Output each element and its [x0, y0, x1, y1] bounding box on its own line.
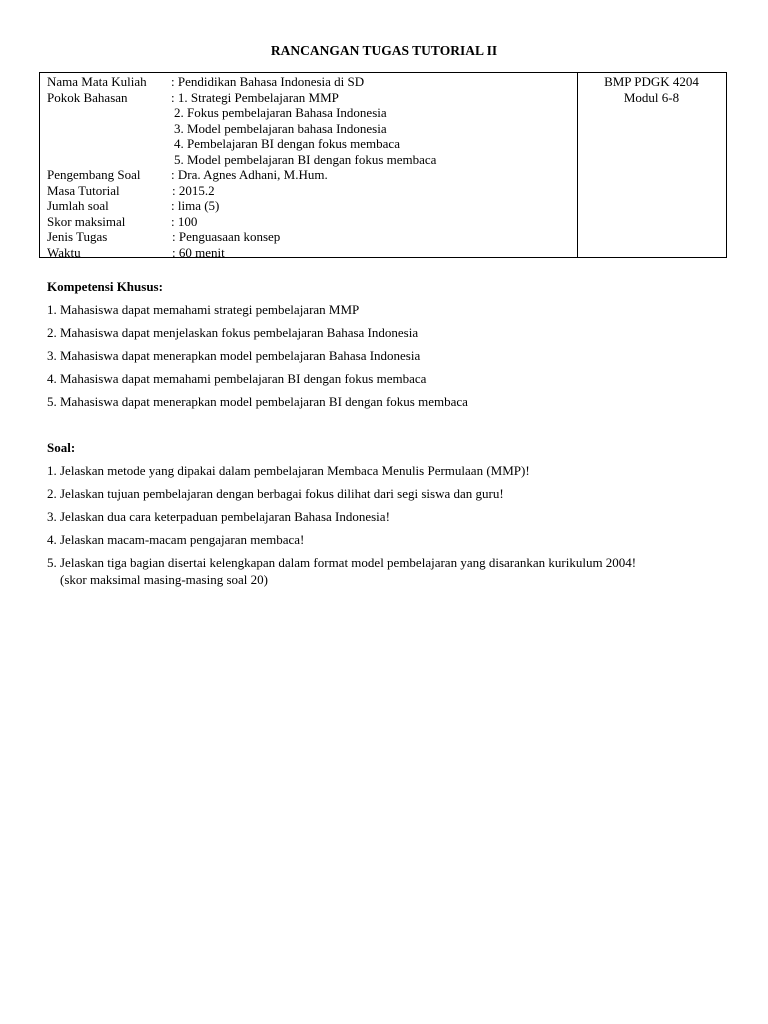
kompetensi-item: 3. Mahasiswa dapat menerapkan model pembelajaran Bahasa Indonesia: [47, 348, 421, 363]
course-info-table: [39, 72, 727, 258]
info-row-author: [47, 167, 572, 183]
info-row-topics: [47, 90, 572, 106]
info-label: Nama Mata Kuliah: [47, 74, 147, 89]
topic-item: [47, 152, 572, 168]
info-row-course-name: [47, 74, 572, 90]
page-title: RANCANGAN TUGAS TUTORIAL II: [270, 43, 498, 58]
module-code: BMP PDGK 4204: [604, 74, 699, 89]
topic-text: 3. Model pembelajaran bahasa Indonesia: [174, 120, 387, 136]
topic-text: 5. Model pembelajaran BI dengan fokus membaca: [174, 151, 437, 167]
kompetensi-item: 2. Mahasiswa dapat menjelaskan fokus pembelajaran Bahasa Indonesia: [47, 325, 419, 340]
info-value: : 60 menit: [172, 244, 225, 260]
soal-item: 2. Jelaskan tujuan pembelajaran dengan berbagai fokus dilihat dari segi siswa dan guru!: [47, 486, 504, 501]
score-note: (skor maksimal masing-masing soal 20): [60, 572, 268, 587]
topic-item: [47, 136, 572, 152]
soal-item: 5. Jelaskan tiga bagian disertai kelengkapan dalam format model pembelajaran yang disarankan kurikulum 2004!: [47, 555, 637, 570]
soal-item: 3. Jelaskan dua cara keterpaduan pembelajaran Bahasa Indonesia!: [47, 509, 390, 524]
info-value: : 100: [171, 213, 198, 229]
kompetensi-heading: Kompetensi Khusus:: [47, 279, 163, 294]
kompetensi-item: 5. Mahasiswa dapat menerapkan model pembelajaran BI dengan fokus membaca: [47, 394, 468, 409]
info-row-question-count: [47, 198, 572, 214]
info-value: : lima (5): [171, 198, 220, 213]
soal-heading: Soal:: [47, 440, 76, 455]
topic-text: 2. Fokus pembelajaran Bahasa Indonesia: [174, 105, 387, 120]
info-value: : 2015.2: [172, 182, 215, 198]
soal-item: 1. Jelaskan metode yang dipakai dalam pembelajaran Membaca Menulis Permulaan (MMP)!: [47, 463, 530, 478]
info-value: : Penguasaan konsep: [172, 229, 281, 244]
info-label: Pokok Bahasan: [47, 89, 128, 105]
info-label: Pengembang Soal: [47, 167, 141, 182]
info-label: Skor maksimal: [47, 213, 126, 229]
info-value: : Pendidikan Bahasa Indonesia di SD: [171, 74, 365, 89]
course-info-right-cell: [577, 74, 726, 105]
soal-item: 4. Jelaskan macam-macam pengajaran membaca!: [47, 532, 305, 547]
topic-item: [47, 121, 572, 137]
kompetensi-item: 4. Mahasiswa dapat memahami pembelajaran BI dengan fokus membaca: [47, 371, 427, 386]
info-label: Masa Tutorial: [47, 182, 120, 198]
topic-item: [47, 105, 572, 121]
info-row-max-score: [47, 214, 572, 230]
kompetensi-section: [47, 279, 737, 417]
soal-section: [47, 440, 737, 588]
course-info-left-cell: [47, 74, 572, 260]
module-range: Modul 6-8: [623, 89, 680, 105]
info-value: : 1. Strategi Pembelajaran MMP: [171, 89, 339, 105]
info-row-task-type: [47, 229, 572, 245]
kompetensi-list: [47, 302, 737, 417]
info-row-duration: [47, 245, 572, 261]
info-label: Waktu: [47, 244, 81, 260]
info-label: Jenis Tugas: [47, 229, 108, 244]
kompetensi-item: 1. Mahasiswa dapat memahami strategi pembelajaran MMP: [47, 302, 360, 317]
soal-list: [47, 463, 737, 572]
topic-text: 4. Pembelajaran BI dengan fokus membaca: [174, 136, 400, 151]
info-row-tutorial-period: [47, 183, 572, 199]
info-value: : Dra. Agnes Adhani, M.Hum.: [171, 167, 328, 182]
info-label: Jumlah soal: [47, 198, 109, 213]
